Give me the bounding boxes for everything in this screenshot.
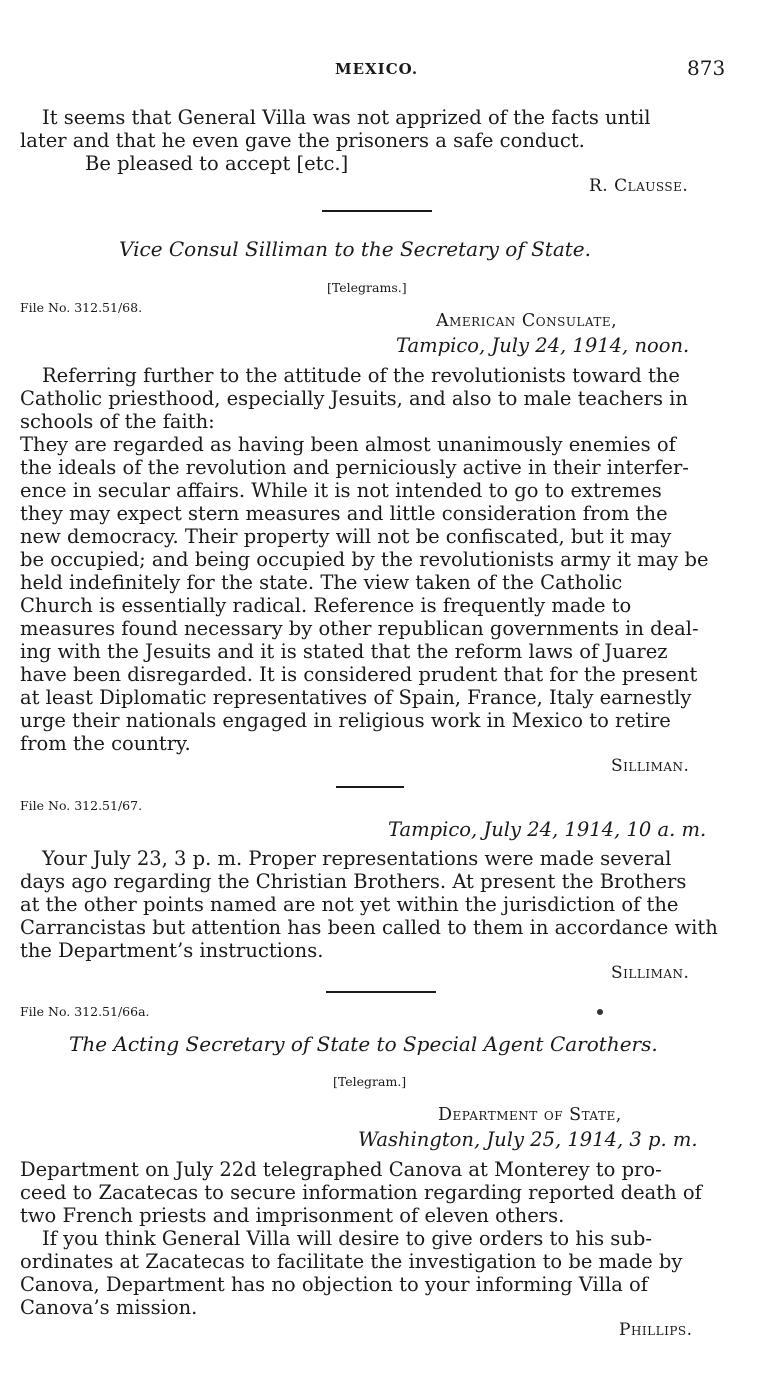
text-line: Canova, Department has no objection to your informing Villa of	[20, 1273, 649, 1296]
text-line: the ideals of the revolution and perniciously active in their interfer-	[20, 456, 689, 479]
text-line: Canova’s mission.	[20, 1296, 198, 1319]
text-line: schools of the faith:	[20, 410, 215, 433]
section-divider	[322, 210, 432, 212]
file-number: File No. 312.51/66a.	[20, 1004, 150, 1019]
section-divider	[326, 991, 436, 993]
text-line: be occupied; and being occupied by the revolutionists army it may be	[20, 548, 709, 571]
letter-heading: The Acting Secretary of State to Special Agent Carothers.	[69, 1032, 658, 1056]
text-line: Carrancistas but attention has been called to them in accordance with	[20, 916, 718, 939]
dateline: Tampico, July 24, 1914, 10 a. m.	[388, 818, 707, 841]
text-line: They are regarded as having been almost unanimously enemies of	[20, 433, 676, 456]
text-line: Referring further to the attitude of the revolutionists toward the	[42, 364, 680, 387]
place-line: American Consulate,	[436, 311, 618, 331]
running-head: MEXICO.	[335, 60, 419, 78]
signature: Silliman.	[611, 963, 690, 983]
place-line: Department of State,	[438, 1105, 622, 1125]
text-line: Department on July 22d telegraphed Canova at Monterey to pro-	[20, 1158, 662, 1181]
text-line: Your July 23, 3 p. m. Proper representations were made several	[42, 847, 672, 870]
text-line: held indefinitely for the state. The view taken of the Catholic	[20, 571, 623, 594]
text-line: It seems that General Villa was not apprized of the facts until	[42, 106, 651, 129]
telegram-note: [Telegram.]	[333, 1074, 407, 1089]
section-divider	[336, 786, 404, 788]
file-number: File No. 312.51/68.	[20, 300, 143, 315]
text-line: ceed to Zacatecas to secure information regarding reported death of	[20, 1181, 702, 1204]
text-line: ing with the Jesuits and it is stated that the reform laws of Juarez	[20, 640, 668, 663]
text-line: two French priests and imprisonment of eleven others.	[20, 1204, 565, 1227]
text-line: at least Diplomatic representatives of Spain, France, Italy earnestly	[20, 686, 692, 709]
text-line: Catholic priesthood, especially Jesuits, and also to male teachers in	[20, 387, 688, 410]
text-line: measures found necessary by other republican governments in deal-	[20, 617, 699, 640]
text-line: new democracy. Their property will not be confiscated, but it may	[20, 525, 672, 548]
text-line: the Department’s instructions.	[20, 939, 324, 962]
ink-dot	[597, 1009, 603, 1015]
dateline: Washington, July 25, 1914, 3 p. m.	[358, 1128, 698, 1151]
telegram-note: [Telegrams.]	[327, 280, 407, 295]
dateline: Tampico, July 24, 1914, noon.	[396, 334, 690, 357]
signature: R. Clausse.	[589, 176, 689, 196]
text-line: Be pleased to accept [etc.]	[85, 152, 349, 175]
text-line: at the other points named are not yet within the jurisdiction of the	[20, 893, 679, 916]
text-line: ordinates at Zacatecas to facilitate the investigation to be made by	[20, 1250, 683, 1273]
text-line: days ago regarding the Christian Brothers. At present the Brothers	[20, 870, 687, 893]
text-line: If you think General Villa will desire to give orders to his sub-	[42, 1227, 652, 1250]
text-line: urge their nationals engaged in religious work in Mexico to retire	[20, 709, 671, 732]
signature: Phillips.	[619, 1320, 693, 1340]
text-line: Church is essentially radical. Reference is frequently made to	[20, 594, 632, 617]
text-line: from the country.	[20, 732, 191, 755]
text-line: have been disregarded. It is considered prudent that for the present	[20, 663, 698, 686]
text-line: ence in secular affairs. While it is not intended to go to extremes	[20, 479, 662, 502]
text-line: later and that he even gave the prisoners a safe conduct.	[20, 129, 585, 152]
file-number: File No. 312.51/67.	[20, 798, 143, 813]
signature: Silliman.	[611, 756, 690, 776]
page-number: 873	[687, 56, 726, 80]
letter-heading: Vice Consul Silliman to the Secretary of State.	[119, 237, 591, 261]
text-line: they may expect stern measures and little consideration from the	[20, 502, 668, 525]
